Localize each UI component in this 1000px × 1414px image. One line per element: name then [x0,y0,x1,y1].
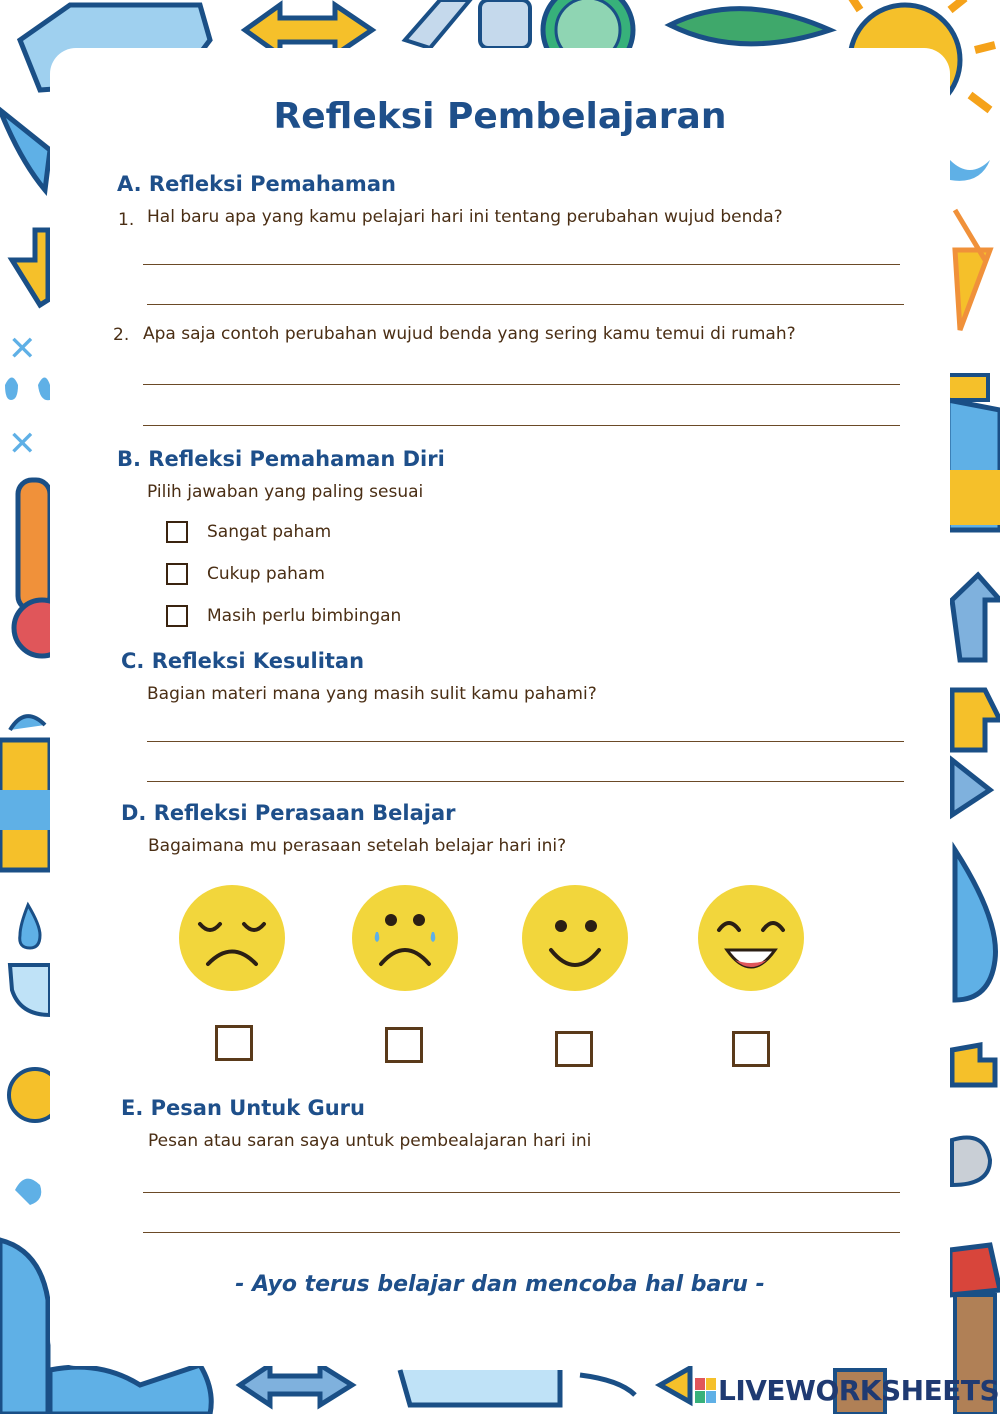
answer-line-q2-2[interactable] [143,425,900,426]
answer-line-q1-2[interactable] [147,304,904,305]
answer-line-c-2[interactable] [147,781,904,782]
laughing-face-icon [697,884,807,994]
checkbox-crying[interactable] [385,1027,423,1063]
liveworksheets-watermark: LIVEWORKSHEETS [718,1374,1000,1407]
section-c-prompt: Bagian materi mana yang masih sulit kamu pahami? [147,684,597,704]
section-b-prompt: Pilih jawaban yang paling sesuai [147,482,424,502]
section-c-heading: C. Refleksi Kesulitan [121,649,365,673]
big-drop-icon [955,850,996,1000]
beaker-icon [0,716,50,870]
checkbox-sad[interactable] [215,1025,253,1061]
question-1-number: 1. [118,210,135,230]
section-b-heading: B. Refleksi Pemahaman Diri [117,447,445,471]
smiling-face-icon [521,884,631,994]
checkbox-masih-perlu-bimbingan[interactable] [166,605,188,627]
option-label-1: Sangat paham [207,522,332,542]
answer-line-c-1[interactable] [147,741,904,742]
page-title: Refleksi Pembelajaran [273,96,727,137]
arrow-down-icon [12,230,48,305]
option-label-2: Cukup paham [207,564,325,584]
up-arrow-icon [952,575,1000,660]
liveworksheets-logo-icon [695,1378,717,1404]
section-e-heading: E. Pesan Untuk Guru [121,1096,365,1120]
water-drop-icon [20,905,40,948]
section-d-prompt: Bagaimana mu perasaan setelah belajar hari ini? [148,836,567,856]
checkbox-smiling[interactable] [555,1031,593,1067]
answer-line-e-2[interactable] [143,1232,900,1233]
svg-text:✕: ✕ [8,424,37,464]
checkbox-laughing[interactable] [732,1031,770,1067]
answer-line-q2-1[interactable] [143,384,900,385]
question-2-text: Apa saja contoh perubahan wujud benda yang sering kamu temui di rumah? [143,324,796,344]
section-d-heading: D. Refleksi Perasaan Belajar [121,801,456,825]
thermometer-icon [405,0,530,48]
svg-text:✕: ✕ [8,329,37,369]
answer-line-e-1[interactable] [143,1192,900,1193]
checkbox-cukup-paham[interactable] [166,563,188,585]
answer-line-q1-1[interactable] [143,264,900,265]
option-label-3: Masih perlu bimbingan [207,606,402,626]
rock-icon [952,1138,990,1186]
section-a-heading: A. Refleksi Pemahaman [117,172,396,196]
footer-message: - Ayo terus belajar dan mencoba hal baru - [235,1272,765,1297]
wave-icon [0,1240,48,1414]
worksheet-card [50,48,950,1366]
checkbox-sangat-paham[interactable] [166,521,188,543]
jar-icon [948,375,1000,530]
question-1-text: Hal baru apa yang kamu pelajari hari ini tentang perubahan wujud benda? [147,207,783,227]
bottom-double-arrow-icon [240,1365,352,1405]
crying-face-icon [351,884,461,994]
leaf-icon [670,9,830,44]
bowl-icon [10,965,50,1015]
section-e-prompt: Pesan atau saran saya untuk pembealajaran hari ini [148,1131,592,1151]
question-2-number: 2. [113,325,130,345]
sad-face-icon [178,884,288,994]
